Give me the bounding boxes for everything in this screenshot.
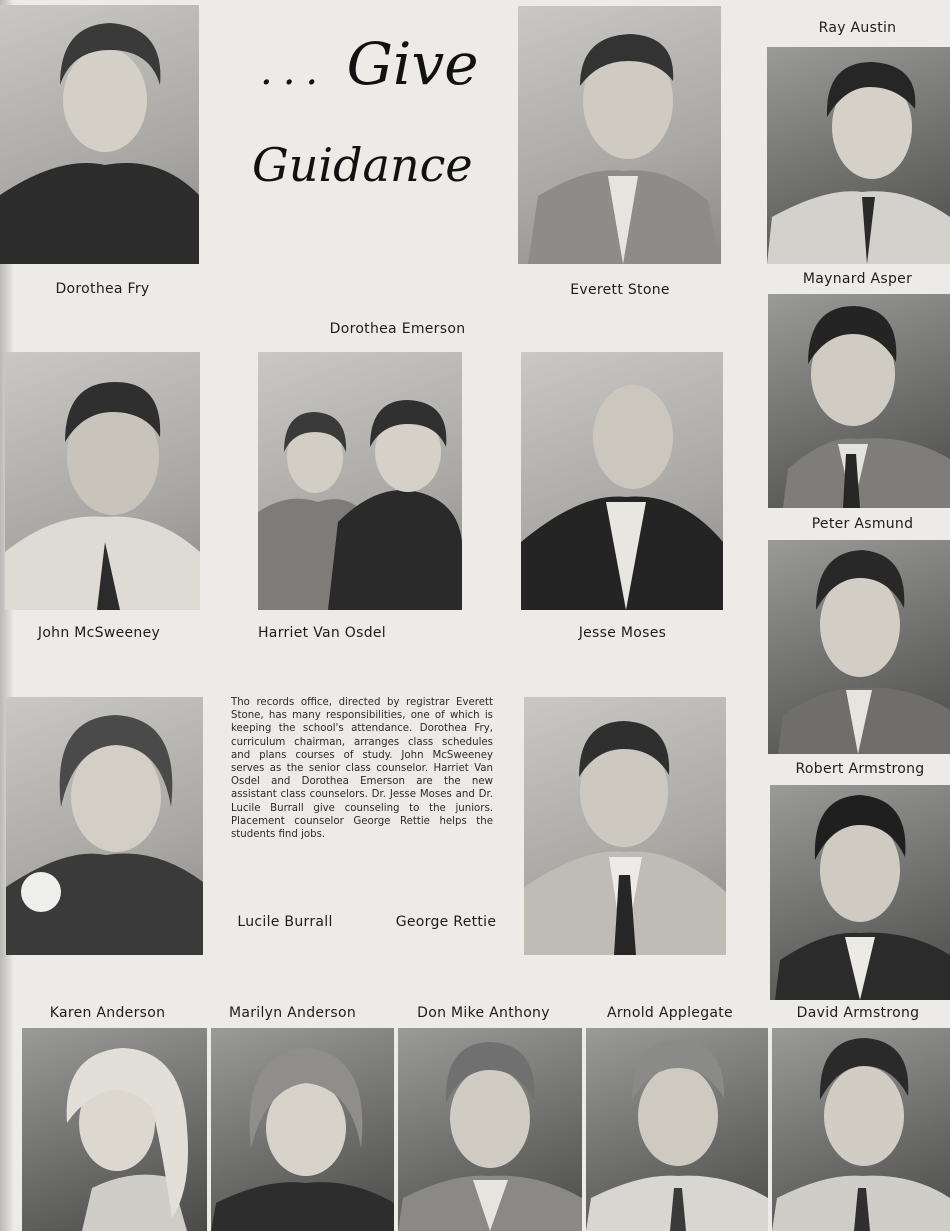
photo-george-rettie [524, 697, 726, 955]
caption-dorothea-emerson: Dorothea Emerson [329, 321, 466, 337]
photo-arnold-applegate [586, 1028, 768, 1231]
photo-david-armstrong [772, 1028, 950, 1231]
photo-marilyn-anderson [211, 1028, 394, 1231]
photo-peter-asmund [768, 540, 950, 754]
photo-dorothea-fry [0, 5, 199, 264]
caption-don-mike-anthony: Don Mike Anthony [417, 1005, 550, 1021]
photo-john-mcsweeney [5, 352, 200, 610]
caption-karen-anderson: Karen Anderson [49, 1005, 166, 1021]
photo-ray-austin [767, 47, 950, 264]
photo-van-osdel-emerson [258, 352, 462, 610]
caption-jesse-moses: Jesse Moses [578, 625, 667, 641]
caption-everett-stone: Everett Stone [570, 282, 670, 298]
photo-lucile-burrall [6, 697, 203, 955]
caption-peter-asmund: Peter Asmund [811, 516, 914, 532]
photo-everett-stone [518, 6, 721, 264]
title-ellipsis: ... [260, 48, 329, 94]
caption-dorothea-fry: Dorothea Fry [55, 281, 150, 297]
photo-don-mike-anthony [398, 1028, 582, 1231]
caption-robert-armstrong: Robert Armstrong [795, 761, 925, 777]
caption-lucile-burrall: Lucile Burrall [237, 914, 333, 930]
title-word-guidance: Guidance [252, 138, 473, 192]
caption-marilyn-anderson: Marilyn Anderson [228, 1005, 357, 1021]
caption-harriet-van-osdel: Harriet Van Osdel [257, 625, 386, 641]
caption-arnold-applegate: Arnold Applegate [607, 1005, 733, 1021]
caption-maynard-asper: Maynard Asper [802, 271, 913, 287]
caption-george-rettie: George Rettie [395, 914, 497, 930]
photo-karen-anderson [22, 1028, 207, 1231]
guidance-description: Tho records office, directed by registrar Everett Stone, has many responsibilities, one of which is keeping the school's attendance. Dorothea Fry, curriculum chairman, arranges class schedules and plans courses of study. John McSweeney serves as the senior class counselor. Harriet Van Osdel and Dorothea Emerson are the new assistant class counselors. Dr. Jesse Moses and Dr. Lucile Burrall give counseling to the juniors. Placement counselor George Rettie helps the students find jobs. [231, 697, 493, 841]
caption-david-armstrong: David Armstrong [796, 1005, 920, 1021]
title-word-give: Give [346, 30, 479, 98]
photo-maynard-asper [768, 294, 950, 508]
photo-robert-armstrong [770, 785, 950, 1000]
caption-ray-austin: Ray Austin [818, 20, 897, 36]
photo-jesse-moses [521, 352, 723, 610]
caption-john-mcsweeney: John McSweeney [37, 625, 161, 641]
